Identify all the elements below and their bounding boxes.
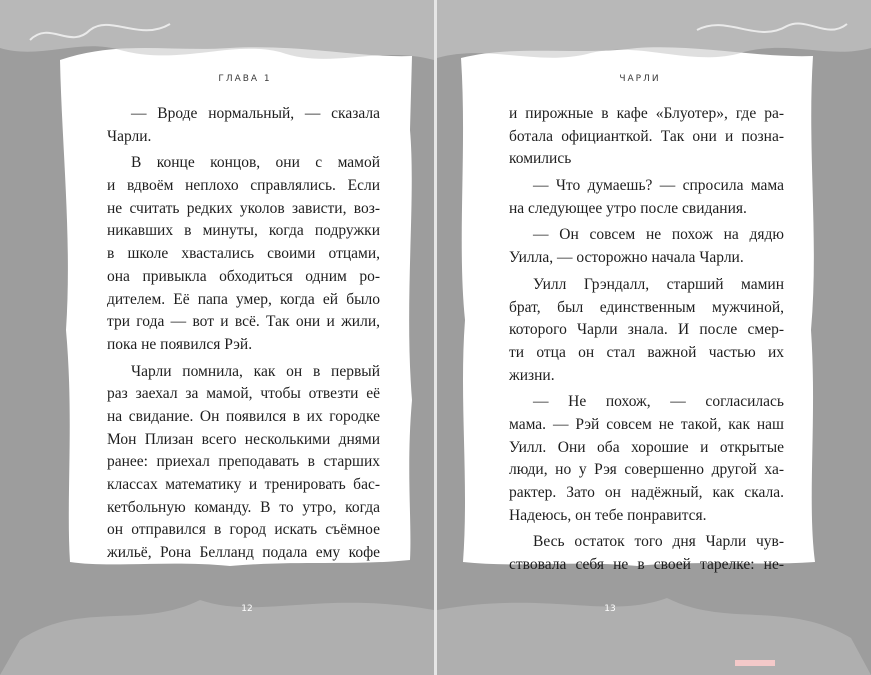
text-line: — Он совсем не похож на дядю (533, 226, 784, 244)
text-line: Чарли. (107, 127, 152, 145)
text-line: ти отца он стал важной частью их (509, 343, 784, 361)
text-line: — Что думаешь? — спросила мама (533, 177, 784, 195)
text-line: классах математику и тренировать бас- (107, 476, 380, 493)
page-number: 12 (241, 604, 253, 614)
text-line: дителем. Её папа умер, когда ей было (107, 290, 380, 308)
page-number: 13 (604, 604, 616, 614)
text-line: три года — вот и всё. Так они и жили, (107, 313, 380, 331)
text-line: комились (509, 150, 572, 168)
corner-mark (735, 660, 775, 666)
text-line: и вдвоём неплохо справлялись. Если (107, 177, 380, 195)
text-line: Уилл. Они оба хорошие и открытые (509, 438, 784, 456)
text-line: она привыкла обходиться одним ро- (107, 267, 380, 285)
running-head: ЧАРЛИ (619, 74, 661, 84)
text-line: которого Чарли знала. И после смер- (509, 321, 784, 339)
text-line: никавших в минуты, когда подружки (107, 222, 380, 240)
text-line: ранее: приехал преподавать в старших (107, 453, 380, 471)
right-body-text (509, 103, 784, 577)
text-line: пока не появился Рэй. (107, 335, 253, 353)
text-line: Весь остаток того дня Чарли чув- (533, 533, 784, 551)
text-line: в школе хвастались своими отцами, (107, 245, 380, 263)
text-line: — Вроде нормальный, — сказала (131, 105, 380, 122)
text-line: на свидание. Он появился в их городке (107, 407, 380, 425)
text-line: Чарли помнила, как он в первый (131, 362, 380, 380)
text-line: рактер. Зато он надёжный, как скала. (509, 484, 784, 501)
text-line: и пирожные в кафе «Блуотер», где ра- (509, 105, 784, 122)
text-line: на следующее утро после свидания. (509, 199, 747, 217)
text-line: жильё, Рона Белланд подала ему кофе (107, 544, 380, 562)
text-line: люди, но у Рэя совершенно другой ха- (509, 461, 784, 479)
text-line: кетбольную команду. В то утро, когда (107, 498, 380, 516)
text-line: Уилл Грэндалл, старший мамин (533, 275, 784, 293)
left-page (0, 0, 434, 675)
text-line: мама. — Рэй совсем не такой, как наш (509, 415, 784, 433)
right-page (437, 0, 871, 675)
text-line: — Не похож, — согласилась (533, 393, 784, 411)
left-body-text (107, 103, 380, 565)
text-line: не считать редких уколов зависти, воз- (107, 199, 380, 217)
text-line: Надеюсь, он тебе понравится. (509, 506, 707, 524)
text-line: ствовала себя не в своей тарелке: не- (509, 556, 784, 574)
text-line: брат, был единственным мужчиной, (509, 298, 784, 316)
text-line: он отправился в город искать съёмное (107, 521, 380, 539)
running-head: ГЛАВА 1 (218, 74, 272, 84)
text-line: В конце концов, они с мамой (131, 154, 380, 172)
text-line: ботала официанткой. Так они и позна- (509, 127, 784, 145)
text-line: Уилла, — осторожно начала Чарли. (509, 249, 744, 267)
text-line: Мон Плизан всего несколькими днями (107, 430, 380, 448)
text-line: раз заехал за мамой, чтобы отвезти её (107, 385, 380, 403)
text-line: жизни. (509, 366, 555, 384)
